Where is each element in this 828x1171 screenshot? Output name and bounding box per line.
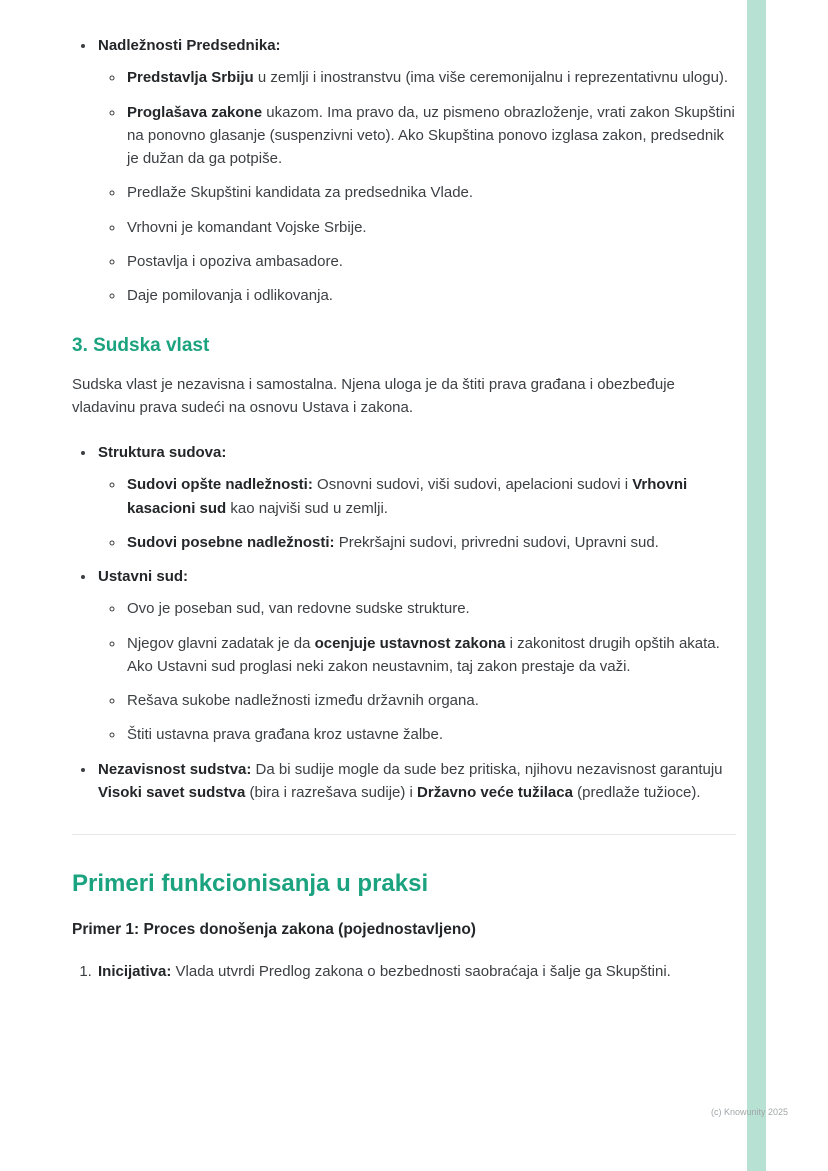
- section-divider: [72, 834, 736, 835]
- text-segment: Rešava sukobe nadležnosti između državnih organa.: [127, 692, 479, 710]
- list-item: [125, 597, 736, 620]
- right-accent-bar: [747, 0, 766, 1171]
- list-item: [125, 101, 736, 171]
- example1-steps-list: [72, 960, 736, 983]
- text-segment: Predlaže Skupštini kandidata za predsednika Vlade.: [127, 184, 474, 202]
- examples-heading: Primeri funkcionisanja u praksi: [72, 870, 429, 898]
- text-segment: ocenjuje ustavnost zakona: [314, 634, 506, 652]
- text-segment: Njegov glavni zadatak je da: [127, 634, 315, 652]
- list-item: [125, 632, 736, 679]
- text-segment: Nezavisnost sudstva:: [98, 760, 252, 778]
- copyright-notice: (c) Knowunity 2025: [710, 1107, 788, 1117]
- text-segment: Prekršajni sudovi, privredni sudovi, Upravni sud.: [334, 533, 659, 551]
- list-item: [125, 250, 736, 273]
- list-item: [125, 723, 736, 746]
- judicial-structure-list: [72, 441, 736, 804]
- text-segment: Vlada utvrdi Predlog zakona o bezbednosti saobraćaja i šalje ga Skupštini.: [171, 963, 671, 981]
- text-segment: kao najviši sud u zemlji.: [226, 499, 388, 517]
- sub-list: [98, 473, 736, 554]
- text-segment: i zakonitost drugih opštih akata. Ako Ustavni sud proglasi neki zakon neustavnim, taj zakon prestaje da važi.: [127, 634, 720, 675]
- list-item: [125, 689, 736, 712]
- text-segment: Štiti ustavna prava građana kroz ustavne žalbe.: [127, 726, 444, 744]
- text-segment: Ovo je poseban sud, van redovne sudske strukture.: [127, 600, 470, 618]
- list-item: [96, 441, 736, 554]
- text-segment: u zemlji i inostranstvu (ima više ceremonijalnu i reprezentativnu ulogu).: [253, 69, 729, 87]
- list-item: [125, 473, 736, 520]
- text-segment: Vrhovni kasacioni sud: [127, 476, 688, 517]
- list-item: [125, 181, 736, 204]
- list-item: [96, 960, 736, 983]
- text-segment: Postavlja i opoziva ambasadore.: [127, 252, 343, 270]
- sub-list: [98, 66, 736, 307]
- text-segment: Nadležnosti Predsednika:: [98, 37, 281, 54]
- text-segment: Državno veće tužilaca: [417, 783, 573, 801]
- text-segment: ukazom. Ima pravo da, uz pismeno obrazloženje, vrati zakon Skupštini na ponovno glasanje (suspenzivni veto). Ako Skupština ponovo izglasa zakon, predsednik je dužan da ga potpiše.: [127, 103, 735, 167]
- president-competencies-list: [72, 34, 736, 307]
- text-segment: Struktura sudova:: [98, 444, 227, 462]
- list-item: [125, 531, 736, 554]
- text-segment: Ustavni sud:: [98, 568, 189, 586]
- list-item: [96, 34, 736, 307]
- text-segment: Sudovi posebne nadležnosti:: [127, 533, 335, 551]
- list-item: [96, 758, 736, 805]
- text-segment: Da bi sudije mogle da sude bez pritiska, njihovu nezavisnost garantuju: [251, 760, 723, 778]
- text-segment: Inicijativa:: [98, 963, 172, 981]
- list-item: [96, 565, 736, 747]
- text-segment: Osnovni sudovi, viši sudovi, apelacioni sudovi i: [312, 476, 633, 494]
- judicial-power-heading: 3. Sudska vlast: [72, 335, 210, 357]
- text-segment: (predlaže tužioce).: [572, 783, 701, 801]
- text-segment: (bira i razrešava sudije) i: [245, 783, 418, 801]
- text-segment: Sudovi opšte nadležnosti:: [127, 476, 313, 494]
- example1-title: Primer 1: Proces donošenja zakona (pojednostavljeno): [72, 921, 476, 939]
- list-item: [125, 216, 736, 239]
- list-item: [125, 66, 736, 89]
- text-segment: Visoki savet sudstva: [98, 783, 246, 801]
- document-content: [72, 34, 736, 994]
- text-segment: Proglašava zakone: [127, 103, 263, 121]
- judicial-intro-paragraph: Sudska vlast je nezavisna i samostalna. Njena uloga je da štiti prava građana i obezbeđuje vladavinu prava sudeći na osnovu Ustava i zakona.: [72, 375, 675, 416]
- sub-list: [98, 597, 736, 746]
- text-segment: Vrhovni je komandant Vojske Srbije.: [127, 218, 367, 236]
- text-segment: Predstavlja Srbiju: [127, 69, 254, 87]
- list-item: [125, 284, 736, 307]
- text-segment: Daje pomilovanja i odlikovanja.: [127, 287, 333, 304]
